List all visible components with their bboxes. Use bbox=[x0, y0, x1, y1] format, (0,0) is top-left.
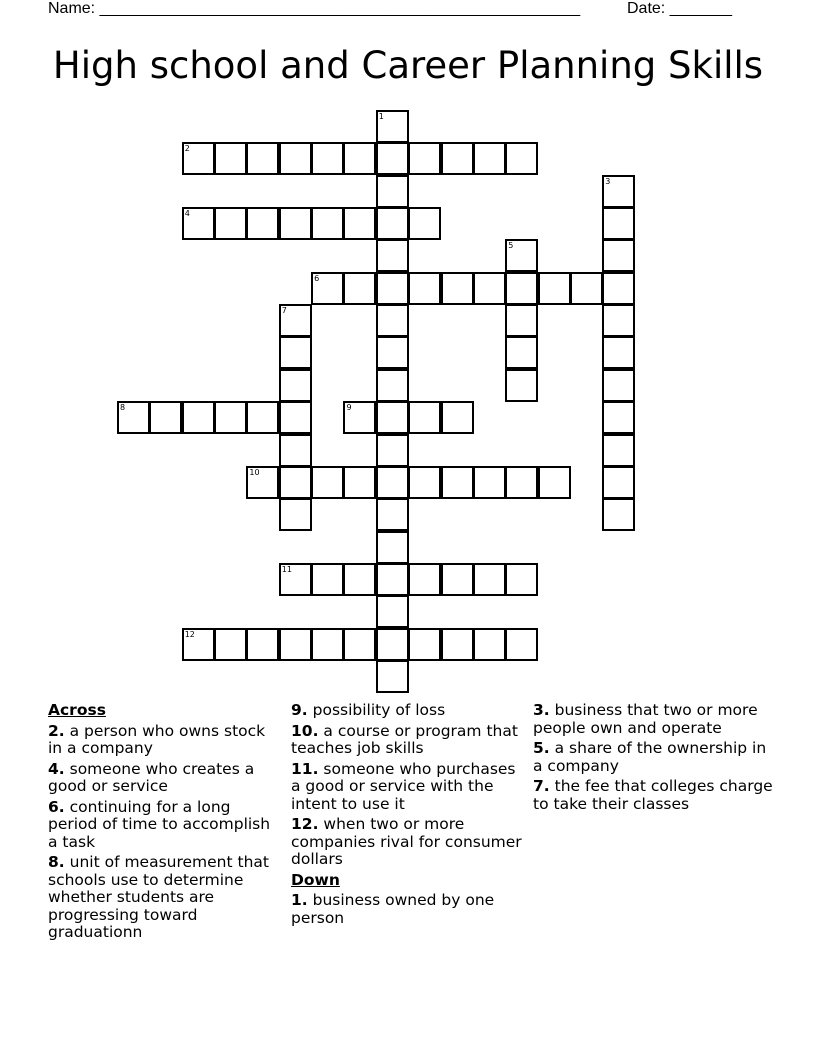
name-field: Name: ______________________________________________________ bbox=[48, 0, 581, 17]
grid-cell[interactable] bbox=[376, 207, 409, 240]
grid-cell[interactable] bbox=[441, 142, 474, 175]
clue-across-10: 10. a course or program that teaches job skills bbox=[291, 721, 518, 757]
grid-cell[interactable] bbox=[505, 563, 538, 596]
grid-cell[interactable] bbox=[279, 434, 312, 467]
grid-cell[interactable] bbox=[441, 466, 474, 499]
grid-cell[interactable] bbox=[376, 563, 409, 596]
clue-number: 2 bbox=[184, 144, 190, 154]
grid-cell[interactable] bbox=[376, 304, 409, 337]
grid-cell[interactable] bbox=[602, 466, 635, 499]
grid-cell[interactable] bbox=[311, 563, 344, 596]
clue-number: 8 bbox=[120, 403, 126, 413]
grid-cell[interactable] bbox=[376, 498, 409, 531]
clue-column-2 bbox=[291, 702, 526, 930]
grid-cell[interactable] bbox=[117, 401, 150, 434]
grid-cell[interactable] bbox=[505, 304, 538, 337]
grid-cell[interactable] bbox=[343, 142, 376, 175]
clue-number: 10 bbox=[249, 467, 260, 477]
grid-cell[interactable] bbox=[538, 466, 571, 499]
clue-across-6: 6. continuing for a long period of time to accomplish a task bbox=[48, 797, 271, 851]
grid-cell[interactable] bbox=[505, 239, 538, 272]
clue-across-9: 9. possibility of loss bbox=[291, 701, 446, 719]
grid-cell[interactable] bbox=[311, 272, 344, 305]
grid-cell[interactable] bbox=[279, 304, 312, 337]
grid-cell[interactable] bbox=[246, 628, 279, 661]
grid-cell[interactable] bbox=[279, 207, 312, 240]
clue-number: 7 bbox=[281, 306, 287, 316]
grid-cell[interactable] bbox=[376, 660, 409, 693]
grid-cell[interactable] bbox=[279, 628, 312, 661]
grid-cell[interactable] bbox=[602, 207, 635, 240]
grid-cell[interactable] bbox=[408, 466, 441, 499]
grid-cell[interactable] bbox=[182, 401, 215, 434]
grid-cell[interactable] bbox=[214, 628, 247, 661]
grid-cell[interactable] bbox=[602, 272, 635, 305]
grid-cell[interactable] bbox=[376, 142, 409, 175]
grid-cell[interactable] bbox=[408, 401, 441, 434]
grid-cell[interactable] bbox=[376, 239, 409, 272]
grid-cell[interactable] bbox=[602, 369, 635, 402]
grid-cell[interactable] bbox=[279, 142, 312, 175]
grid-cell[interactable] bbox=[279, 466, 312, 499]
clue-number: 5 bbox=[508, 241, 514, 251]
grid-cell[interactable] bbox=[343, 401, 376, 434]
grid-cell[interactable] bbox=[182, 142, 215, 175]
grid-cell[interactable] bbox=[538, 272, 571, 305]
grid-cell[interactable] bbox=[214, 401, 247, 434]
grid-cell[interactable] bbox=[376, 466, 409, 499]
grid-cell[interactable] bbox=[376, 175, 409, 208]
grid-cell[interactable] bbox=[408, 563, 441, 596]
grid-cell[interactable] bbox=[505, 142, 538, 175]
grid-cell[interactable] bbox=[505, 336, 538, 369]
grid-cell[interactable] bbox=[376, 272, 409, 305]
clue-across-12: 12. when two or more companies rival for consumer dollars bbox=[291, 815, 522, 868]
grid-cell[interactable] bbox=[343, 466, 376, 499]
grid-cell[interactable] bbox=[376, 434, 409, 467]
grid-cell[interactable] bbox=[602, 401, 635, 434]
grid-cell[interactable] bbox=[441, 563, 474, 596]
grid-cell[interactable] bbox=[246, 401, 279, 434]
grid-cell[interactable] bbox=[279, 369, 312, 402]
grid-cell[interactable] bbox=[505, 628, 538, 661]
grid-cell[interactable] bbox=[279, 498, 312, 531]
clue-across-8: 8. unit of measurement that schools use to determine whether students are progressing toward graduationn bbox=[48, 853, 269, 941]
grid-cell[interactable] bbox=[214, 207, 247, 240]
grid-cell[interactable] bbox=[311, 207, 344, 240]
grid-cell[interactable] bbox=[602, 239, 635, 272]
grid-cell[interactable] bbox=[343, 563, 376, 596]
grid-cell[interactable] bbox=[473, 466, 506, 499]
grid-cell[interactable] bbox=[182, 207, 215, 240]
clue-column-3 bbox=[533, 702, 773, 816]
grid-cell[interactable] bbox=[376, 595, 409, 628]
grid-cell[interactable] bbox=[182, 628, 215, 661]
clue-number: 9 bbox=[346, 403, 352, 413]
grid-cell[interactable] bbox=[311, 142, 344, 175]
clue-across-2: 2. a person who owns stock in a company bbox=[48, 721, 266, 757]
grid-cell[interactable] bbox=[376, 401, 409, 434]
grid-cell[interactable] bbox=[602, 336, 635, 369]
clue-number: 4 bbox=[184, 209, 190, 219]
clue-number: 1 bbox=[378, 112, 384, 121]
grid-cell[interactable] bbox=[279, 401, 312, 434]
grid-cell[interactable] bbox=[311, 628, 344, 661]
clue-number: 11 bbox=[281, 564, 292, 574]
clue-down-7: 7. the fee that colleges charge to take their classes bbox=[533, 777, 773, 813]
grid-cell[interactable] bbox=[602, 498, 635, 531]
grid-cell[interactable] bbox=[602, 304, 635, 337]
grid-cell[interactable] bbox=[376, 531, 409, 564]
grid-cell[interactable] bbox=[376, 110, 409, 143]
grid-cell[interactable] bbox=[473, 272, 506, 305]
across-heading: Across bbox=[48, 701, 106, 719]
grid-cell[interactable] bbox=[505, 272, 538, 305]
grid-cell[interactable] bbox=[505, 369, 538, 402]
grid-cell[interactable] bbox=[570, 272, 603, 305]
grid-cell[interactable] bbox=[473, 628, 506, 661]
clue-across-4: 4. someone who creates a good or service bbox=[48, 759, 255, 795]
grid-cell[interactable] bbox=[149, 401, 182, 434]
grid-cell[interactable] bbox=[376, 336, 409, 369]
down-heading: Down bbox=[291, 870, 340, 889]
clue-number: 3 bbox=[605, 176, 611, 186]
clue-down-5: 5. a share of the ownership in a company bbox=[533, 739, 767, 775]
grid-cell[interactable] bbox=[376, 369, 409, 402]
grid-cell[interactable] bbox=[246, 142, 279, 175]
grid-cell[interactable] bbox=[408, 142, 441, 175]
date-field: Date: _______ bbox=[627, 0, 732, 17]
clue-number: 6 bbox=[314, 273, 320, 283]
grid-cell[interactable] bbox=[441, 401, 474, 434]
grid-cell[interactable] bbox=[441, 272, 474, 305]
grid-cell[interactable] bbox=[441, 628, 474, 661]
grid-cell[interactable] bbox=[246, 466, 279, 499]
grid-cell[interactable] bbox=[602, 434, 635, 467]
grid-cell[interactable] bbox=[473, 563, 506, 596]
grid-cell[interactable] bbox=[505, 466, 538, 499]
grid-cell[interactable] bbox=[408, 272, 441, 305]
grid-cell[interactable] bbox=[343, 628, 376, 661]
grid-cell[interactable] bbox=[376, 628, 409, 661]
clue-down-3: 3. business that two or more people own and operate bbox=[533, 701, 758, 737]
clue-column-1 bbox=[48, 702, 283, 945]
clue-down-1: 1. business owned by one person bbox=[291, 891, 495, 927]
grid-cell[interactable] bbox=[246, 207, 279, 240]
grid-cell[interactable] bbox=[343, 207, 376, 240]
page-title: High school and Career Planning Skills bbox=[52, 44, 764, 87]
grid-cell[interactable] bbox=[343, 272, 376, 305]
grid-cell[interactable] bbox=[473, 142, 506, 175]
grid-cell[interactable] bbox=[602, 175, 635, 208]
grid-cell[interactable] bbox=[408, 628, 441, 661]
grid-cell[interactable] bbox=[279, 563, 312, 596]
grid-cell[interactable] bbox=[311, 466, 344, 499]
clue-number: 12 bbox=[184, 629, 195, 639]
grid-cell[interactable] bbox=[214, 142, 247, 175]
grid-cell[interactable] bbox=[408, 207, 441, 240]
clue-across-11: 11. someone who purchases a good or service with the intent to use it bbox=[291, 759, 516, 813]
grid-cell[interactable] bbox=[279, 336, 312, 369]
